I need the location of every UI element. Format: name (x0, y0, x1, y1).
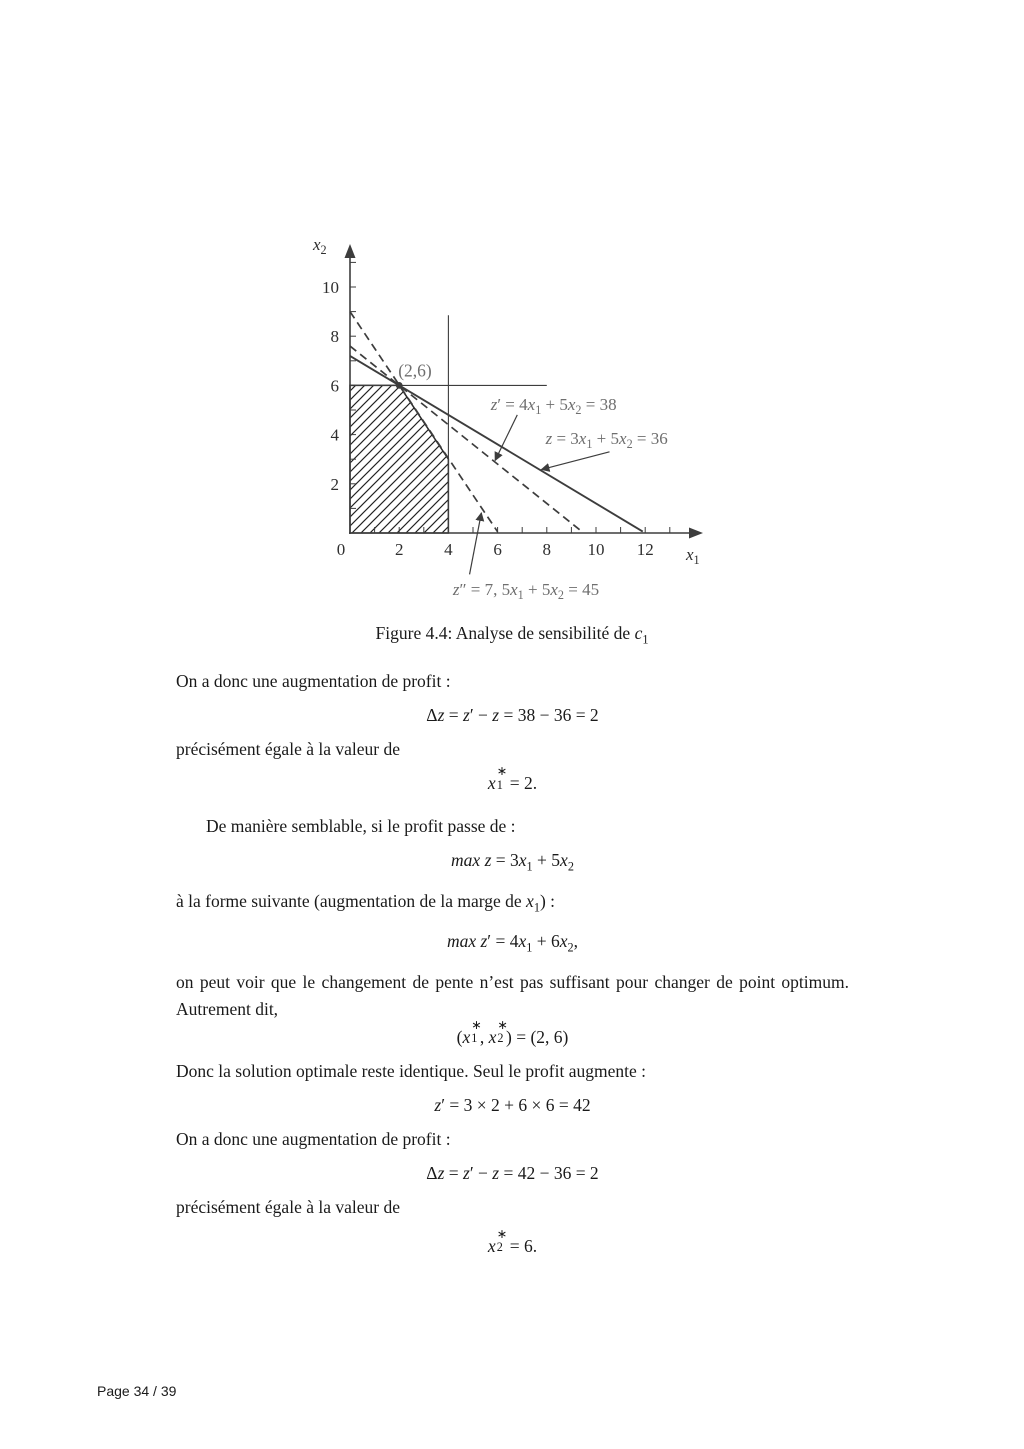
optimum-point-label: (2,6) (398, 360, 432, 381)
x-tick-label-4: 4 (444, 540, 453, 559)
document-body (176, 668, 849, 1267)
para-on-peut-voir: on peut voir que le changement de pente n’est pas suffisant pour changer de point optimum. Autrement dit, (176, 971, 849, 1019)
page-number: Page 34 / 39 (97, 1383, 177, 1399)
figure-4-4 (281, 226, 736, 623)
y-tick-label-6: 6 (330, 376, 339, 396)
optimum-point (396, 382, 403, 389)
y-axis-arrowhead (345, 244, 356, 258)
annotation-label-z-double-prime: z″ = 7, $5x_1 + 5x_2 = 45$ (452, 579, 600, 602)
equation-z-prime-42: z′ = 3 × 2 + 6 × 6 = 42 (434, 1094, 591, 1115)
x-tick-label-12: 12 (636, 540, 654, 559)
equation-max-z-prime: $\max z' = 4x_1 + 6x_2$, (446, 931, 579, 955)
x-axis-arrowhead (689, 528, 703, 539)
y-tick-label-4: 4 (330, 425, 339, 445)
equation-delta-z-38-36: Δz = z′ − z = 38 − 36 = 2 (426, 705, 599, 725)
feasible-region (350, 385, 448, 533)
para-precisement-1: précisément égale à la valeur de (176, 739, 400, 759)
para-precisement-2: précisément égale à la valeur de (176, 1196, 400, 1217)
equation-optimal-point: (x ∗ 1 , x ∗ 2 ) = (2, 6) (456, 1017, 569, 1047)
equation-x2-star: x ∗ 2 = 6. (487, 1226, 538, 1256)
para-augmentation-profit-2: On a donc une augmentation de profit : (176, 1128, 451, 1149)
x-tick-label-0: 0 (336, 540, 346, 559)
annotation-arrow-z (541, 452, 609, 470)
equation-x1-star: x ∗ 1 = 2. (487, 764, 538, 793)
x-tick-label-8: 8 (542, 540, 552, 559)
para-augmentation-profit-1: On a donc une augmentation de profit : (176, 671, 451, 691)
equation-max-z: $\max z = 3x_1 + 5x_2$ (451, 850, 574, 874)
y-axis-label: $x_2$ (313, 235, 327, 257)
equation-delta-z-42-36: Δz = z′ − z = 42 − 36 = 2 (426, 1162, 599, 1183)
para-a-la-forme-suivante: à la forme suivante (augmentation de la marge de $x_1$) : (176, 890, 556, 914)
para-de-maniere-semblable: De manière semblable, si le profit passe de : (206, 816, 516, 836)
figure-caption: Figure 4.4: Analyse de sensibilité de $c_1$ (375, 623, 649, 647)
x-tick-label-10: 10 (587, 540, 605, 559)
annotation-arrow-z-double-prime (470, 513, 482, 575)
sensitivity-analysis-chart (281, 226, 736, 618)
x-axis-label: $x_1$ (686, 545, 700, 567)
annotation-label-z: $z = 3x_1 + 5x_2 = 36$ (545, 428, 668, 451)
x-tick-label-2: 2 (394, 540, 404, 559)
para-donc-solution-optimale: Donc la solution optimale reste identique. Seul le profit augmente : (176, 1060, 646, 1081)
y-tick-label-10: 10 (322, 278, 339, 297)
y-tick-label-2: 2 (330, 474, 339, 494)
y-tick-label-8: 8 (330, 327, 339, 347)
x-tick-label-6: 6 (493, 540, 502, 559)
annotation-label-z-prime: $z' = 4x_1 + 5x_2 = 38$ (490, 395, 617, 417)
